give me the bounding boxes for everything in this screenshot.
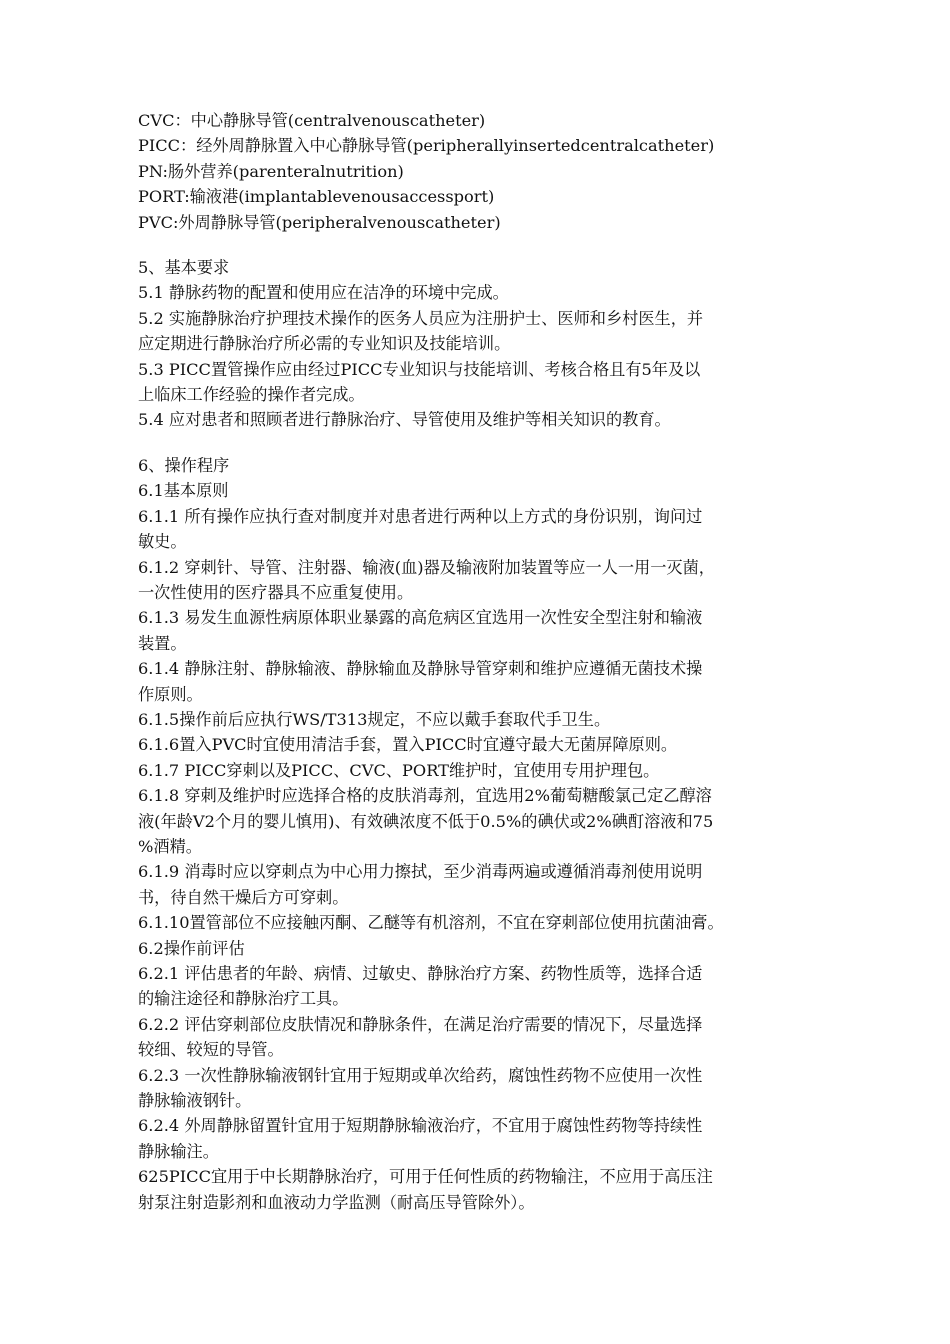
section-6: [138, 453, 818, 1215]
paragraph-line: 625PICC宜用于中长期静脉治疗，可用于任何性质的药物输注，不应用于高压注: [138, 1167, 713, 1187]
paragraph-line: 6.1基本原则: [138, 481, 229, 501]
spacer: [138, 433, 818, 453]
paragraph-line: 静脉输液钢针。: [138, 1091, 252, 1111]
paragraph-line: 5.4 应对患者和照顾者进行静脉治疗、导管使用及维护等相关知识的教育。: [138, 410, 671, 430]
paragraph-line: %酒精。: [138, 836, 202, 856]
paragraph-line: 5.3 PICC置管操作应由经过PICC专业知识与技能培训、考核合格且有5年及以: [138, 359, 701, 379]
paragraph-line: 敏史。: [138, 532, 187, 552]
paragraph-line: 装置。: [138, 633, 187, 653]
paragraph-line: 5.2 实施静脉治疗护理技术操作的医务人员应为注册护士、医师和乡村医生，并: [138, 308, 704, 328]
abbreviation-picc: PICC：经外周静脉置入中心静脉导管(peripherallyinsertedcentralcatheter): [138, 136, 715, 156]
paragraph-line: 的输注途径和静脉治疗工具。: [138, 989, 349, 1009]
paragraph-line: 静脉输注。: [138, 1141, 219, 1161]
paragraph-line: 6.2.1 评估患者的年龄、病情、过敏史、静脉治疗方案、药物性质等，选择合适: [138, 964, 703, 983]
paragraph-line: 应定期进行静脉治疗所必需的专业知识及技能培训。: [138, 334, 511, 354]
abbreviation-cvc: CVC：中心静脉导管(centralvenouscatheter): [138, 111, 486, 130]
paragraph-line: 6.1.6置入PVC时宜使用清洁手套，置入PICC时宜遵守最大无菌屏障原则。: [138, 735, 678, 755]
paragraph-line: 6.1.9 消毒时应以穿刺点为中心用力擦拭，至少消毒两遍或遵循消毒剂使用说明: [138, 862, 703, 882]
paragraph-line: 6.2.2 评估穿刺部位皮肤情况和静脉条件，在满足治疗需要的情况下，尽量选择: [138, 1014, 703, 1034]
paragraph-line: 作原则。: [138, 684, 203, 704]
abbreviation-pn: PN:肠外营养(parenteralnutrition): [138, 161, 404, 181]
paragraph-line: 6.1.1 所有操作应执行查对制度并对患者进行两种以上方式的身份识别，询问过: [138, 506, 703, 526]
paragraph-line: 较细、较短的导管。: [138, 1040, 284, 1060]
paragraph-line: 6.2.3 一次性静脉输液钢针宜用于短期或单次给药，腐蚀性药物不应使用一次性: [138, 1065, 703, 1085]
spacer: [138, 235, 818, 255]
section-heading: 6、操作程序: [138, 455, 230, 475]
paragraph-line: 6.1.7 PICC穿刺以及PICC、CVC、PORT维护时，宜使用专用护理包。: [138, 760, 660, 780]
paragraph-line: 6.1.8 穿刺及维护时应选择合格的皮肤消毒剂，宜选用2%葡萄糖酸氯己定乙醇溶: [138, 786, 712, 806]
paragraph-line: 6.2.4 外周静脉留置针宜用于短期静脉输液治疗，不宜用于腐蚀性药物等持续性: [138, 1116, 703, 1136]
paragraph-line: 6.1.5操作前后应执行WS/T313规定，不应以戴手套取代手卫生。: [138, 709, 611, 729]
paragraph-line: 液(年龄V2个月的婴儿慎用)、有效碘浓度不低于0.5%的碘伏或2%碘酊溶液和75: [138, 811, 714, 831]
abbreviation-list: [138, 108, 818, 235]
paragraph-line: 6.1.4 静脉注射、静脉输液、静脉输血及静脉导管穿刺和维护应遵循无菌技术操: [138, 659, 703, 679]
document-page: [138, 108, 818, 1215]
paragraph-line: 书，待自然干燥后方可穿刺。: [138, 887, 349, 907]
paragraph-line: 一次性使用的医疗器具不应重复使用。: [138, 582, 414, 602]
paragraph-line: 6.1.10置管部位不应接触丙酮、乙醚等有机溶剂，不宜在穿刺部位使用抗菌油膏。: [138, 913, 724, 933]
section-heading: 5、基本要求: [138, 258, 230, 278]
abbreviation-port: PORT:输液港(implantablevenousaccessport): [138, 187, 495, 207]
paragraph-line: 6.2操作前评估: [138, 938, 245, 958]
paragraph-line: 6.1.3 易发生血源性病原体职业暴露的高危病区宜选用一次性安全型注射和输液: [138, 608, 703, 628]
section-5: [138, 255, 818, 433]
paragraph-line: 上临床工作经验的操作者完成。: [138, 385, 365, 405]
abbreviation-pvc: PVC:外周静脉导管(peripheralvenouscatheter): [138, 212, 501, 232]
paragraph-line: 5.1 静脉药物的配置和使用应在洁净的环境中完成。: [138, 283, 509, 303]
paragraph-line: 射泵注射造影剂和血液动力学监测（耐高压导管除外）。: [138, 1192, 535, 1212]
paragraph-line: 6.1.2 穿刺针、导管、注射器、输液(血)器及输液附加装置等应一人一用一灭菌，: [138, 557, 715, 577]
